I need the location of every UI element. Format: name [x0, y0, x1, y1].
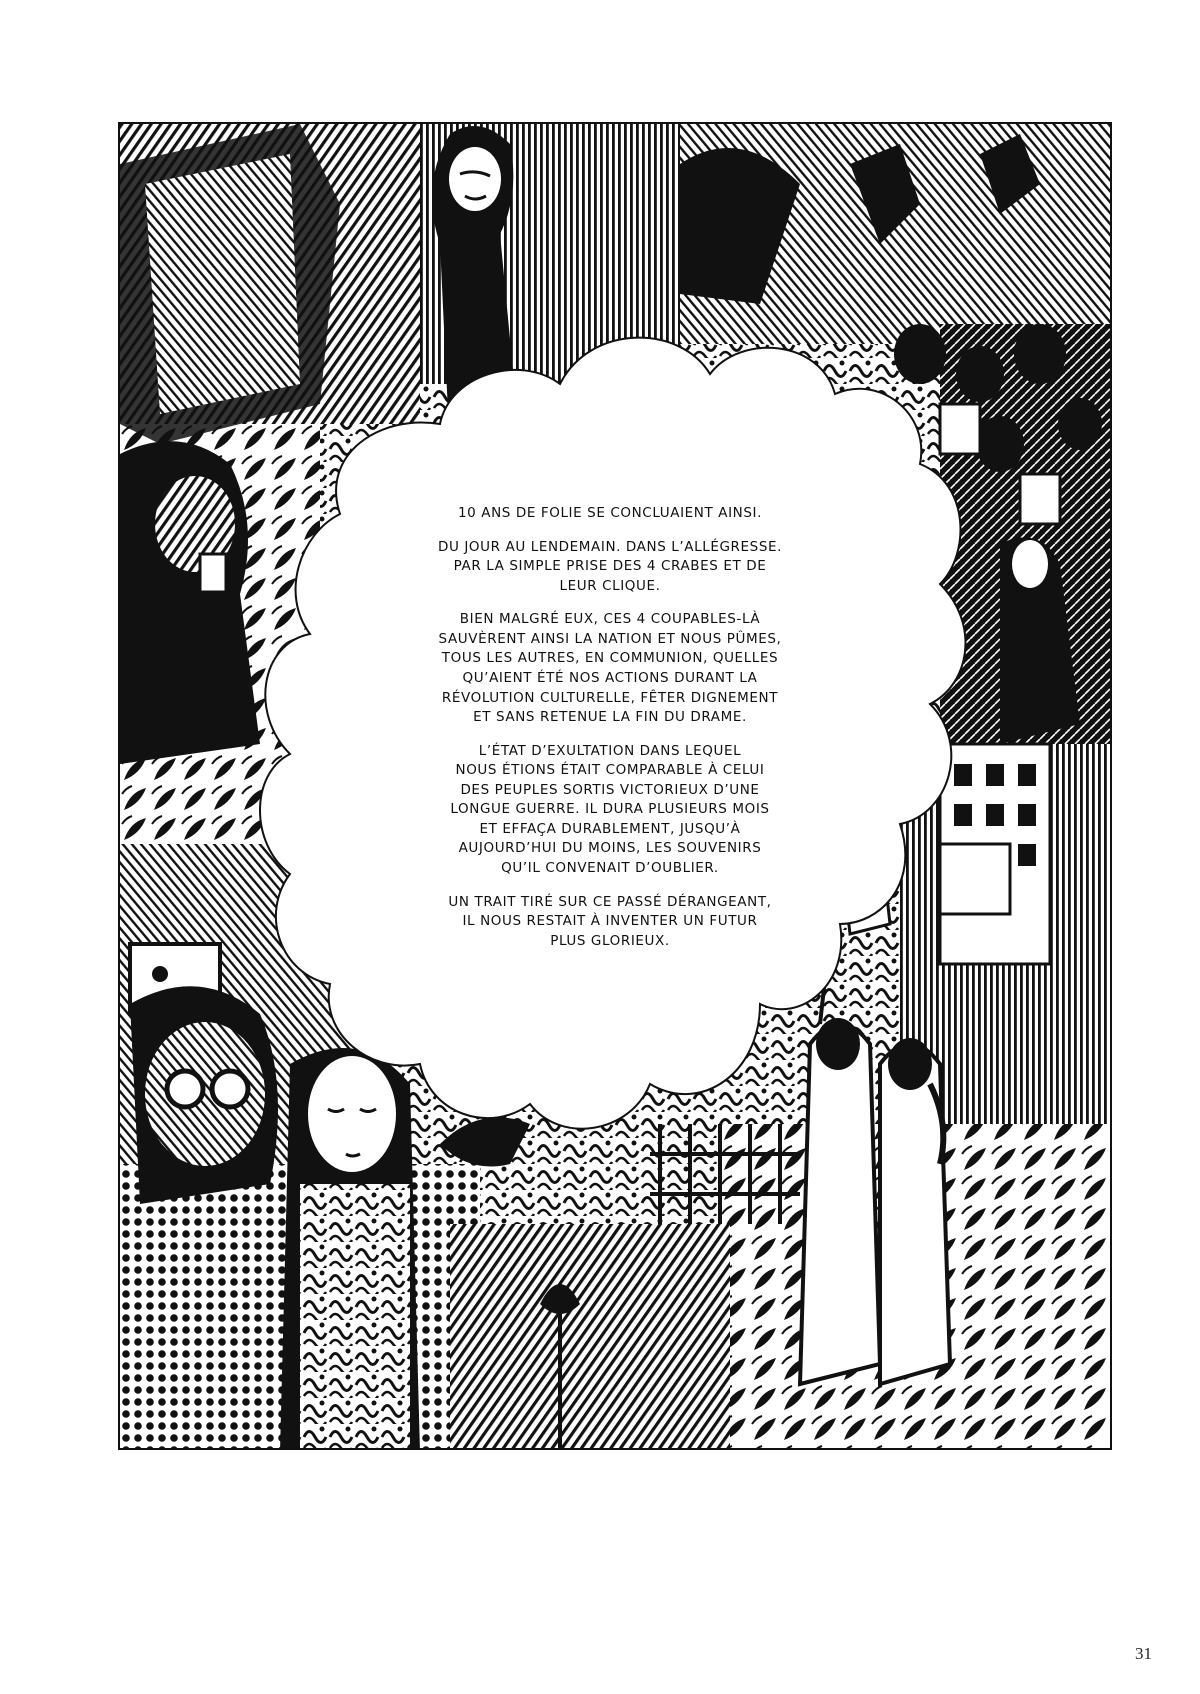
narration-text	[360, 504, 860, 965]
narration-paragraph-4: L’ÉTAT D’EXULTATION DANS LEQUEL NOUS ÉTIONS ÉTAIT COMPARABLE À CELUI DES PEUPLES SORTIS VICTORIEUX D’UNE LONGUE GUERRE. IL DURA PLUSIEURS MOIS ET EFFAÇA DURABLEMENT, JUSQU’À AUJOURD’HUI DU MOINS, LES SOUVENIRS QU’IL CONVENAIT D’OUBLIER.	[450, 742, 770, 876]
page-number: 31	[1135, 1644, 1152, 1663]
narration-paragraph-1: 10 ANS DE FOLIE SE CONCLUAIENT AINSI.	[457, 505, 763, 521]
narration-paragraph-2: DU JOUR AU LENDEMAIN. DANS L’ALLÉGRESSE. PAR LA SIMPLE PRISE DES 4 CRABES ET DE LEUR CLIQUE.	[437, 538, 783, 594]
narration-paragraph-5: UN TRAIT TIRÉ SUR CE PASSÉ DÉRANGEANT, IL NOUS RESTAIT À INVENTER UN FUTUR PLUS GLORIEUX.	[448, 893, 772, 949]
illustration-panel	[118, 122, 1112, 1450]
narration-paragraph-3: BIEN MALGRÉ EUX, CES 4 COUPABLES-LÀ SAUVÈRENT AINSI LA NATION ET NOUS PÛMES, TOUS LES AUTRES, EN COMMUNION, QUELLES QU’AIENT ÉTÉ NOS ACTIONS DURANT LA RÉVOLUTION CULTURELLE, FÊTER DIGNEMENT ET SANS RETENUE LA FIN DU DRAME.	[438, 611, 782, 726]
